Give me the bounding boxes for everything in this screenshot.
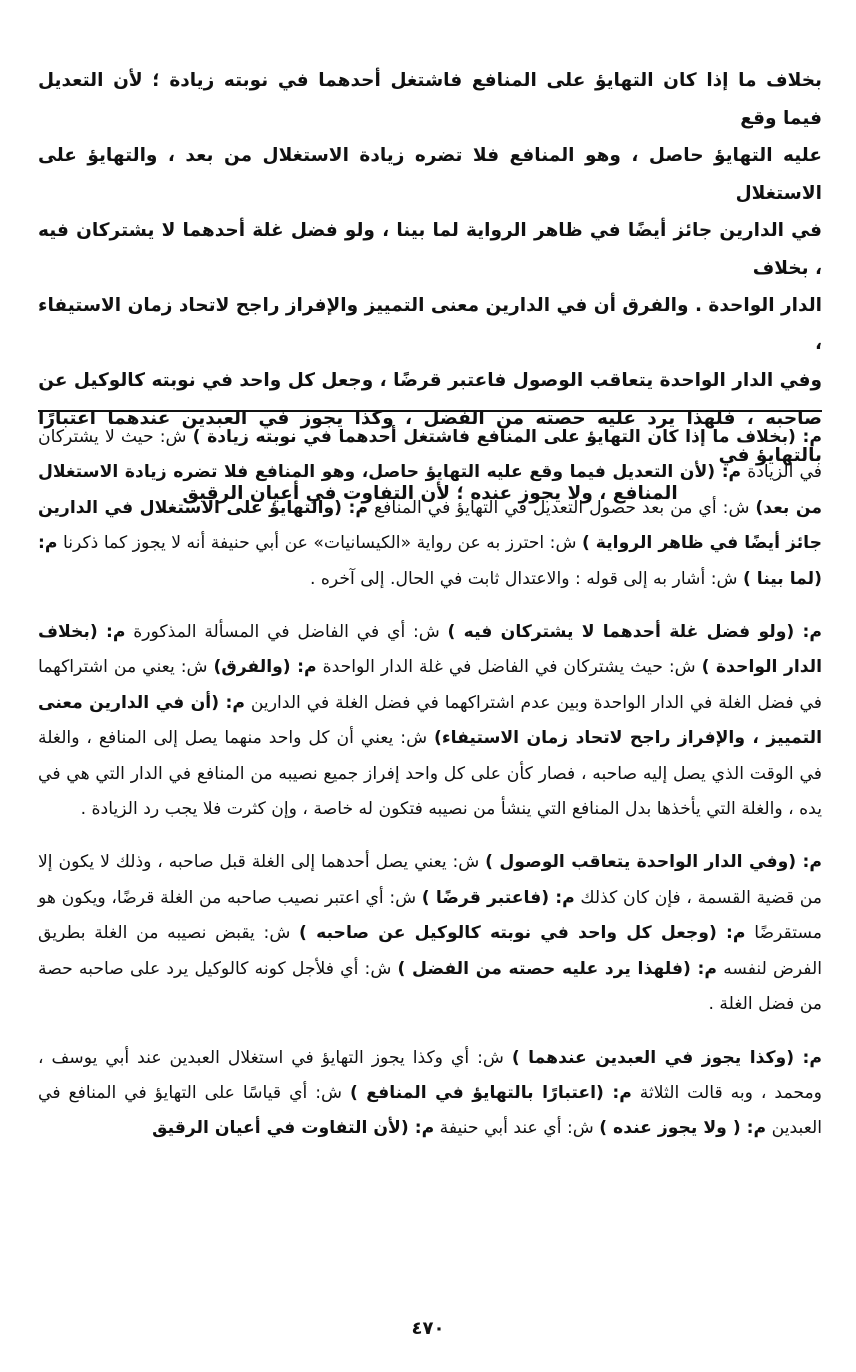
matn-quote: م: (وفي الدار الواحدة يتعاقب الوصول ) xyxy=(485,852,822,873)
sharh-text: ش: أي عند أبي حنيفة xyxy=(434,1118,600,1139)
sharh-text: ش: أي اعتبر نصيب صاحبه من الغلة قرضًا، ويكون هو مستقرضًا xyxy=(38,887,822,944)
sharh-text: ش: أي من بعد حصول التعديل في التهايؤ في المنافع xyxy=(368,497,756,518)
matn-quote: م: (بخلاف الدار الواحدة ) xyxy=(38,622,823,678)
matn-quote: م: (اعتبارًا بالتهايؤ في المنافع ) xyxy=(349,1082,632,1103)
matn-quote: م: (لأن التعديل فيما وقع عليه التهايؤ حاصل، وهو المنافع فلا تضره زيادة الاستغلال من بعد) xyxy=(38,462,822,518)
main-text-line: المنافع ، ولا يجوز عنده ؛ لأن التفاوت في أعيان الرقيق xyxy=(182,482,678,504)
matn-quote: م: (ولو فضل غلة أحدهما لا يشتركان فيه ) xyxy=(447,622,822,643)
sharh-text: ش: احترز به عن رواية «الكيسانيات» عن أبي حنيفة أنه لا يجوز كما ذكرنا xyxy=(57,533,582,554)
sharh-text: ش: حيث يشتركان في الفاضل في غلة الدار الواحدة xyxy=(316,657,702,678)
sharh-text: ش: أي في الفاضل في المسألة المذكورة xyxy=(125,622,448,643)
sharh-text: ش: أي فلأجل كونه كالوكيل يرد على صاحبه حصة من فضل الغلة . xyxy=(38,958,822,1015)
matn-quote: م: (وكذا يجوز في العبدين عندهما ) xyxy=(511,1047,822,1068)
main-text-line: الدار الواحدة . والفرق أن في الدارين معنى التمييز والإفراز راجح لاتحاد زمان الاستيفاء ، xyxy=(38,295,822,354)
sharh-text: ش: يقبض نصيبه من الغلة بطريق الفرض لنفسه xyxy=(38,923,823,979)
sharh-text: ش: يعني من اشتراكهما في فضل الغلة في الدار الواحدة وبين عدم اشتراكهما في فضل الغلة في الدارين xyxy=(38,657,822,713)
matn-quote: م: (لما بينا ) xyxy=(38,533,822,589)
main-text-line: وفي الدار الواحدة يتعاقب الوصول فاعتبر قرضًا ، وجعل كل واحد في نوبته كالوكيل عن xyxy=(38,370,822,391)
sharh-text: ش: حيث لا يشتركان في الزيادة xyxy=(38,427,822,483)
main-text-line: عليه التهايؤ حاصل ، وهو المنافع فلا تضره زيادة الاستغلال من بعد ، والتهايؤ على الاستغلال xyxy=(38,145,822,204)
sharh-text: ش: أي وكذا يجوز التهايؤ في استغلال العبدين عند أبي يوسف ، ومحمد ، وبه قالت الثلاثة xyxy=(38,1047,822,1103)
commentary-paragraph xyxy=(38,615,822,827)
commentary-paragraph xyxy=(38,845,822,1022)
matn-quote: م: (والتهايؤ على الاستغلال في الدارين جائز أيضًا في ظاهر الرواية ) xyxy=(38,497,822,554)
commentary xyxy=(38,420,822,1165)
main-text-line: بخلاف ما إذا كان التهايؤ على المنافع فاشتغل أحدهما في نوبته زيادة ؛ لأن التعديل فيما وقع xyxy=(38,70,822,129)
matn-quote: م: (أن في الدارين معنى التمييز ، والإفراز راجح لاتحاد زمان الاستيفاء) xyxy=(38,692,822,749)
matn-quote: م: (فلهذا يرد عليه حصته من الفضل ) xyxy=(397,958,718,979)
matn-quote: م: (وجعل كل واحد في نوبته كالوكيل عن صاحبه ) xyxy=(299,923,746,944)
commentary-paragraph xyxy=(38,420,822,597)
matn-quote: م: ( ولا يجوز عنده ) xyxy=(599,1118,767,1139)
sharh-text: ش: أشار به إلى قوله : والاعتدال ثابت في الحال. إلى آخره . xyxy=(309,568,743,589)
commentary-paragraph xyxy=(38,1041,822,1147)
matn-quote: م: (بخلاف ما إذا كان التهايؤ على المنافع فاشتغل أحدهما في نوبته زيادة ) xyxy=(192,427,822,447)
page-number: ٤٧٠ xyxy=(411,1318,445,1339)
matn-quote: م: (فاعتبر قرضًا ) xyxy=(421,887,575,908)
main-text-line: في الدارين جائز أيضًا في ظاهر الرواية لما بينا ، ولو فضل غلة أحدهما لا يشتركان فيه ، بخلاف xyxy=(38,220,822,279)
section-divider xyxy=(38,410,822,412)
matn-quote: م: (لأن التفاوت في أعيان الرقيق xyxy=(152,1118,435,1139)
matn-quote: م: (والفرق) xyxy=(213,657,317,678)
main-text-line: صاحبه ، فلهذا يرد عليه حصته من الفضل ، وكذا يجوز في العبدين عندهما اعتبارًا بالتهايؤ في xyxy=(38,407,822,466)
sharh-text: ش: يعني أن كل واحد منهما يصل إلى المنافع ، والغلة في الوقت الذي يصل إليه صاحبه ، فصار كأن على كل واحد إفراز جميع نصيبه من المنافع في الدار التي هي في يده ، والغلة التي يأخذها بدل المنافع التي ينشأ من نصيبه فتكون له خاصة ، وإن كثرت فلا يجب رد الزيادة . xyxy=(38,728,822,820)
sharh-text: ش: يعني يصل أحدهما إلى الغلة قبل صاحبه ، وذلك لا يكون إلا من قضية القسمة ، فإن كان كذلك xyxy=(38,852,822,908)
sharh-text: ش: أي قياسًا على التهايؤ في المنافع في العبدين xyxy=(38,1082,822,1139)
